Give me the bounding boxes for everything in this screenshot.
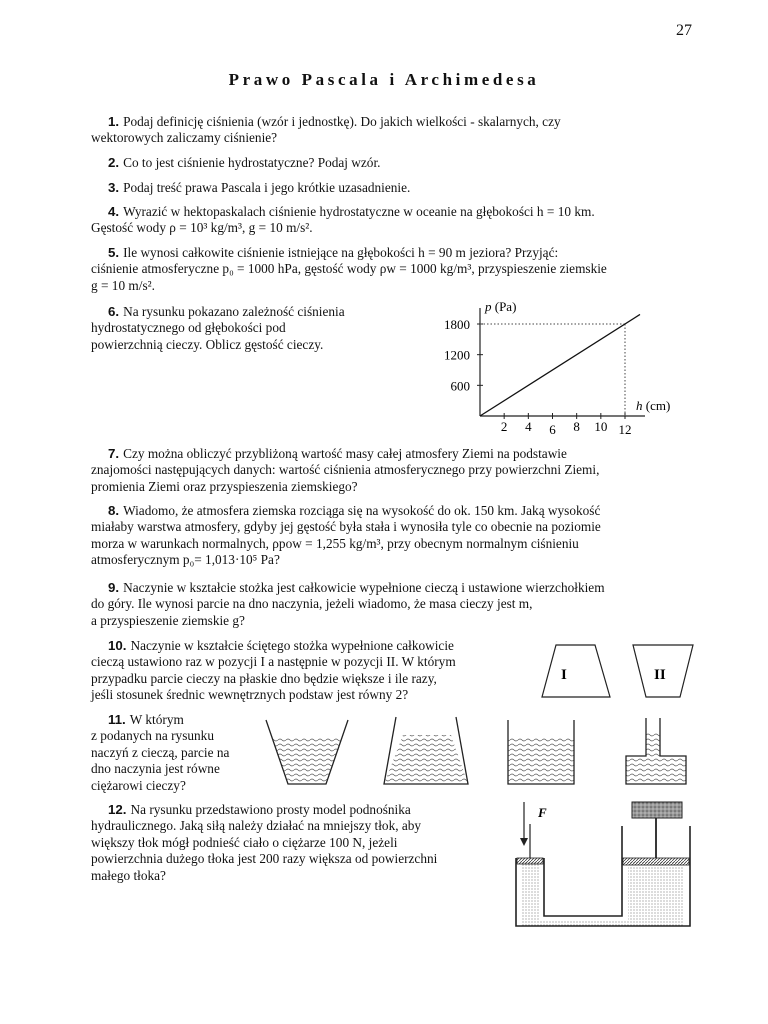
- question-text: z podanych na rysunku: [91, 728, 214, 744]
- vessel-1: [266, 720, 348, 784]
- question-text: g = 10 m/s².: [91, 277, 155, 293]
- question-text: Co to jest ciśnienie hydrostatyczne? Podaj wzór.: [123, 155, 381, 170]
- question-text: Podaj treść prawa Pascala i jego krótkie uzasadnienie.: [123, 180, 411, 195]
- question-text: cieczą ustawiono raz w pozycji I a następnie w pozycji II. W którym: [91, 654, 456, 670]
- vessel-2: [384, 717, 468, 784]
- question-text: małego tłoka?: [91, 867, 166, 883]
- question-text: Ile wynosi całkowite ciśnienie istniejące na głębokości h = 90 m jeziora? Przyjąć:: [123, 245, 559, 260]
- question-text: Czy można obliczyć przybliżoną wartość masy całej atmosfery Ziemi na podstawie: [123, 446, 567, 461]
- question-number: 4.: [108, 204, 120, 219]
- question-text: atmosferycznym p₀= 1,013·10⁵ Pa?: [91, 552, 280, 568]
- question-7: [91, 446, 695, 495]
- page-title: Prawo Pascala i Archimedesa: [228, 70, 540, 89]
- vessel-4: [626, 718, 686, 784]
- data-series-line: [480, 314, 640, 416]
- question-text: ciśnienie atmosferyczne p₀ = 1000 hPa, gęstość wody ρw = 1000 kg/m³, przyspieszenie ziemskie: [91, 261, 607, 277]
- x-axis-label: h (cm): [636, 398, 671, 413]
- hydraulic-lift-figure: [510, 798, 700, 934]
- question-number: 1.: [108, 114, 120, 129]
- x-tick-label: 8: [573, 419, 580, 434]
- question-text: ciężarowi cieczy?: [91, 777, 186, 793]
- y-axis-label: p (Pa): [485, 299, 517, 314]
- question-text: Podaj definicję ciśnienia (wzór i jednostkę). Do jakich wielkości - skalarnych, czy: [123, 114, 561, 129]
- x-tick-label: 4: [525, 419, 532, 434]
- y-tick-label: 1800: [444, 317, 470, 332]
- question-number: 10.: [108, 638, 127, 653]
- position-label-1: I: [561, 667, 567, 683]
- question-text: Wiadomo, że atmosfera ziemska rozciąga się na wysokość do ok. 150 km. Jaką wysokość: [123, 503, 601, 518]
- question-text: miałaby warstwa atmosfery, gdyby jej gęstość była stała i wynosiła tyle co obecnie na poziomie: [91, 519, 601, 535]
- question-text: Naczynie w kształcie stożka jest całkowicie wypełnione cieczą i ustawione wierzchołkiem: [123, 580, 605, 595]
- question-number: 12.: [108, 802, 127, 817]
- question-text: większy tłok mógł podnieść ciało o ciężarze 100 N, jeżeli: [91, 834, 398, 850]
- question-text: do góry. Ile wynosi parcie na dno naczynia, jeżeli wiadomo, że masa cieczy jest m,: [91, 596, 533, 612]
- question-5: [91, 245, 695, 294]
- position-label-2: II: [654, 667, 666, 683]
- question-text: wektorowych zaliczamy ciśnienie?: [91, 130, 278, 146]
- pressure-depth-chart: [420, 296, 690, 442]
- question-10: [91, 638, 531, 704]
- question-text: Gęstość wody ρ = 10³ kg/m³, g = 10 m/s².: [91, 220, 313, 236]
- frustum-positions-figure: [530, 640, 710, 704]
- question-6: [91, 304, 391, 353]
- y-tick-label: 600: [450, 378, 470, 394]
- question-text: hydraulicznego. Jaką siłą należy działać na mniejszy tłok, aby: [91, 818, 422, 834]
- large-piston: [623, 858, 689, 865]
- question-number: 5.: [108, 245, 120, 260]
- question-text: znajomości następujących danych: wartość ciśnienia atmosferycznego przy powierzchni Ziemi,: [91, 462, 600, 478]
- question-2: [91, 155, 695, 171]
- question-number: 8.: [108, 503, 120, 518]
- force-label: F: [538, 805, 547, 820]
- question-text: Naczynie w kształcie ściętego stożka wypełnione całkowicie: [130, 638, 454, 653]
- question-text: powierzchnia dużego tłoka jest 200 razy większa od powierzchni: [91, 851, 438, 867]
- question-11: [91, 712, 271, 794]
- x-tick-label: 12: [618, 422, 632, 437]
- question-1: [91, 114, 695, 147]
- question-text: hydrostatycznego od głębokości pod: [91, 320, 286, 336]
- question-text: Wyrazić w hektopaskalach ciśnienie hydrostatyczne w oceanie na głębokości h = 10 km.: [123, 204, 595, 219]
- x-tick-label: 2: [500, 419, 508, 434]
- question-text: a przyspieszenie ziemskie g?: [91, 612, 245, 628]
- question-number: 11.: [108, 712, 126, 727]
- question-12: [91, 802, 511, 884]
- question-text: W którym: [129, 712, 184, 727]
- question-text: przypadku parcie cieczy na płaskie dno będzie większe i ile razy,: [91, 670, 437, 686]
- question-text: Na rysunku przedstawiono prosty model podnośnika: [130, 802, 411, 817]
- question-text: promienia Ziemi oraz przyspieszenia ziemskiego?: [91, 478, 358, 494]
- question-text: morza w warunkach normalnych, ρpow = 1,255 kg/m³, przy obecnym normalnym ciśnieniu: [91, 535, 579, 551]
- question-number: 2.: [108, 155, 120, 170]
- question-number: 6.: [108, 304, 120, 319]
- question-text: naczyń z cieczą, parcie na: [91, 744, 230, 760]
- question-text: powierzchnią cieczy. Oblicz gęstość cieczy.: [91, 336, 324, 352]
- x-tick-label: 6: [549, 422, 556, 437]
- vessels-figure: [262, 712, 702, 792]
- load-weight: [632, 802, 682, 818]
- x-tick-label: 10: [594, 419, 608, 434]
- question-text: Na rysunku pokazano zależność ciśnienia: [123, 304, 345, 319]
- question-text: jeśli stosunek średnic wewnętrznych podstaw jest równy 2?: [91, 687, 409, 703]
- small-piston: [517, 858, 543, 864]
- question-3: [91, 180, 695, 196]
- question-9: [91, 580, 695, 629]
- question-8: [91, 503, 695, 569]
- question-number: 3.: [108, 180, 120, 195]
- question-4: [91, 204, 695, 237]
- page-number: 27: [676, 22, 692, 39]
- question-number: 9.: [108, 580, 120, 595]
- question-text: dno naczynia jest równe: [91, 761, 220, 777]
- vessel-3: [508, 720, 574, 784]
- question-number: 7.: [108, 446, 120, 461]
- y-tick-label: 1200: [444, 347, 470, 363]
- frustum-position-1: [542, 645, 610, 697]
